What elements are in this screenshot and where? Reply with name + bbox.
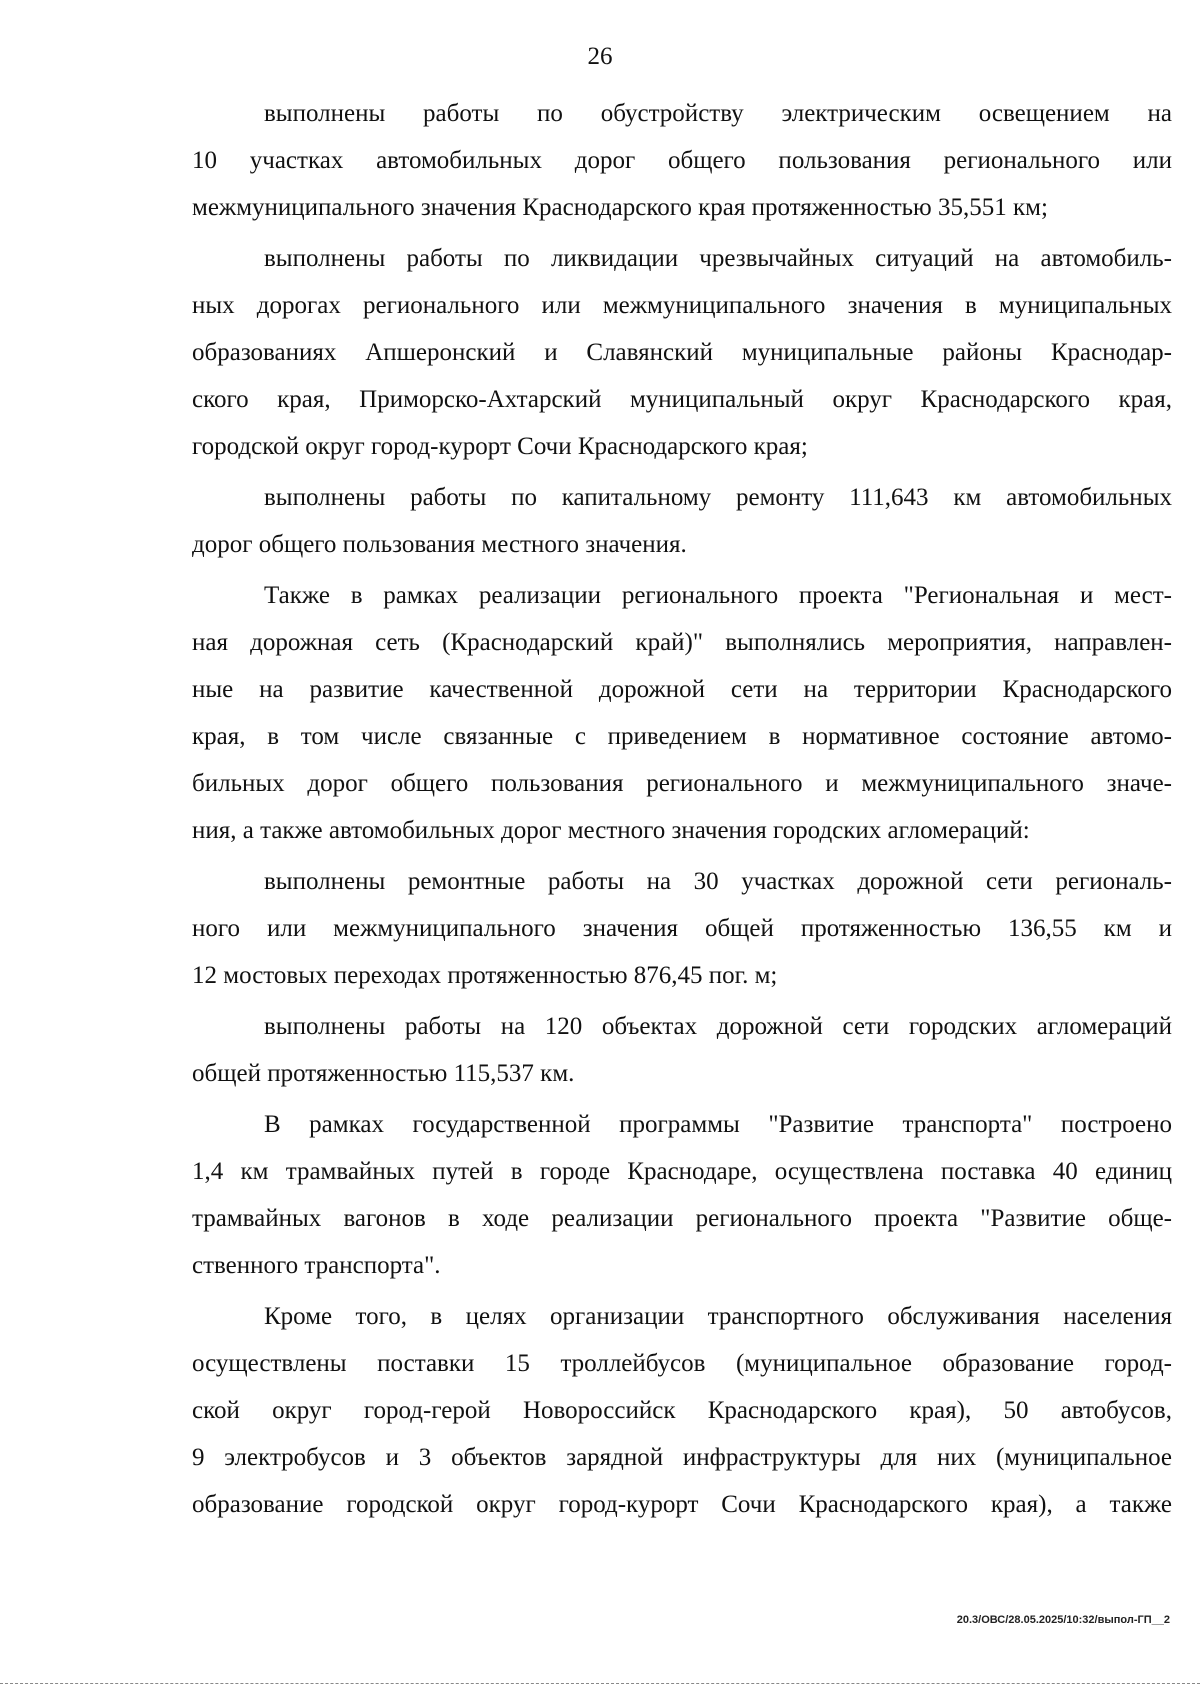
paragraph — [192, 474, 1172, 568]
paragraph — [192, 1003, 1172, 1097]
bottom-rule — [0, 1683, 1200, 1684]
paragraph — [192, 1101, 1172, 1289]
paragraph — [192, 572, 1172, 854]
paragraph-line: ственного транспорта". — [192, 1252, 441, 1279]
paragraph-line: межмуниципального значения Краснодарского края протяженностью 35,551 км; — [192, 194, 1048, 221]
paragraph-line: образование городской округ город-курорт Сочи Краснодарского края), а также — [192, 1491, 1172, 1518]
paragraph — [192, 90, 1172, 231]
paragraph-line: В рамках государственной программы "Развитие транспорта" построено — [264, 1111, 1172, 1138]
paragraph-line: 10 участках автомобильных дорог общего пользования регионального или — [192, 147, 1172, 174]
paragraph-line: ного или межмуниципального значения общей протяженностью 136,55 км и — [192, 915, 1172, 942]
paragraph — [192, 1293, 1172, 1528]
document-code: 20.3/ОВС/28.05.2025/10:32/выпол-ГП__2 — [956, 1614, 1170, 1626]
paragraph-line: ная дорожная сеть (Краснодарский край)" выполнялись мероприятия, направлен- — [192, 629, 1172, 656]
paragraph-line: ния, а также автомобильных дорог местного значения городских агломераций: — [192, 817, 1030, 844]
paragraph-line: городской округ город-курорт Сочи Краснодарского края; — [192, 433, 808, 460]
paragraph-line: 9 электробусов и 3 объектов зарядной инфраструктуры для них (муниципальное — [192, 1444, 1172, 1471]
paragraph-line: образованиях Апшеронский и Славянский муниципальные районы Краснодар- — [192, 339, 1172, 366]
body-text — [192, 90, 1172, 1528]
paragraph-line: ные на развитие качественной дорожной сети на территории Краснодарского — [192, 676, 1172, 703]
paragraph-line: ского края, Приморско-Ахтарский муниципальный округ Краснодарского края, — [192, 386, 1172, 413]
paragraph-line: бильных дорог общего пользования регионального и межмуниципального значе- — [192, 770, 1172, 797]
paragraph-line: трамвайных вагонов в ходе реализации регионального проекта "Развитие обще- — [192, 1205, 1172, 1232]
paragraph-line: выполнены работы по обустройству электрическим освещением на — [264, 100, 1172, 127]
paragraph-line: выполнены работы на 120 объектах дорожной сети городских агломераций — [264, 1013, 1172, 1040]
paragraph-line: ской округ город-герой Новороссийск Краснодарского края), 50 автобусов, — [192, 1397, 1172, 1424]
paragraph-line: общей протяженностью 115,537 км. — [192, 1060, 575, 1087]
paragraph-line: Кроме того, в целях организации транспортного обслуживания населения — [264, 1303, 1172, 1330]
paragraph-line: Также в рамках реализации регионального проекта "Региональная и мест- — [264, 582, 1172, 609]
paragraph-line: выполнены работы по ликвидации чрезвычайных ситуаций на автомобиль- — [264, 245, 1172, 272]
paragraph-line: осуществлены поставки 15 троллейбусов (муниципальное образование город- — [192, 1350, 1172, 1377]
paragraph-line: 12 мостовых переходах протяженностью 876,45 пог. м; — [192, 962, 778, 989]
paragraph — [192, 235, 1172, 470]
paragraph-line: 1,4 км трамвайных путей в городе Краснодаре, осуществлена поставка 40 единиц — [192, 1158, 1172, 1185]
paragraph-line: края, в том числе связанные с приведением в нормативное состояние автомо- — [192, 723, 1172, 750]
paragraph-line: ных дорогах регионального или межмуниципального значения в муниципальных — [192, 292, 1172, 319]
paragraph-line: дорог общего пользования местного значения. — [192, 531, 687, 558]
page-number: 26 — [587, 43, 613, 70]
paragraph — [192, 858, 1172, 999]
paragraph-line: выполнены работы по капитальному ремонту 111,643 км автомобильных — [264, 484, 1172, 511]
paragraph-line: выполнены ремонтные работы на 30 участках дорожной сети региональ- — [264, 868, 1172, 895]
